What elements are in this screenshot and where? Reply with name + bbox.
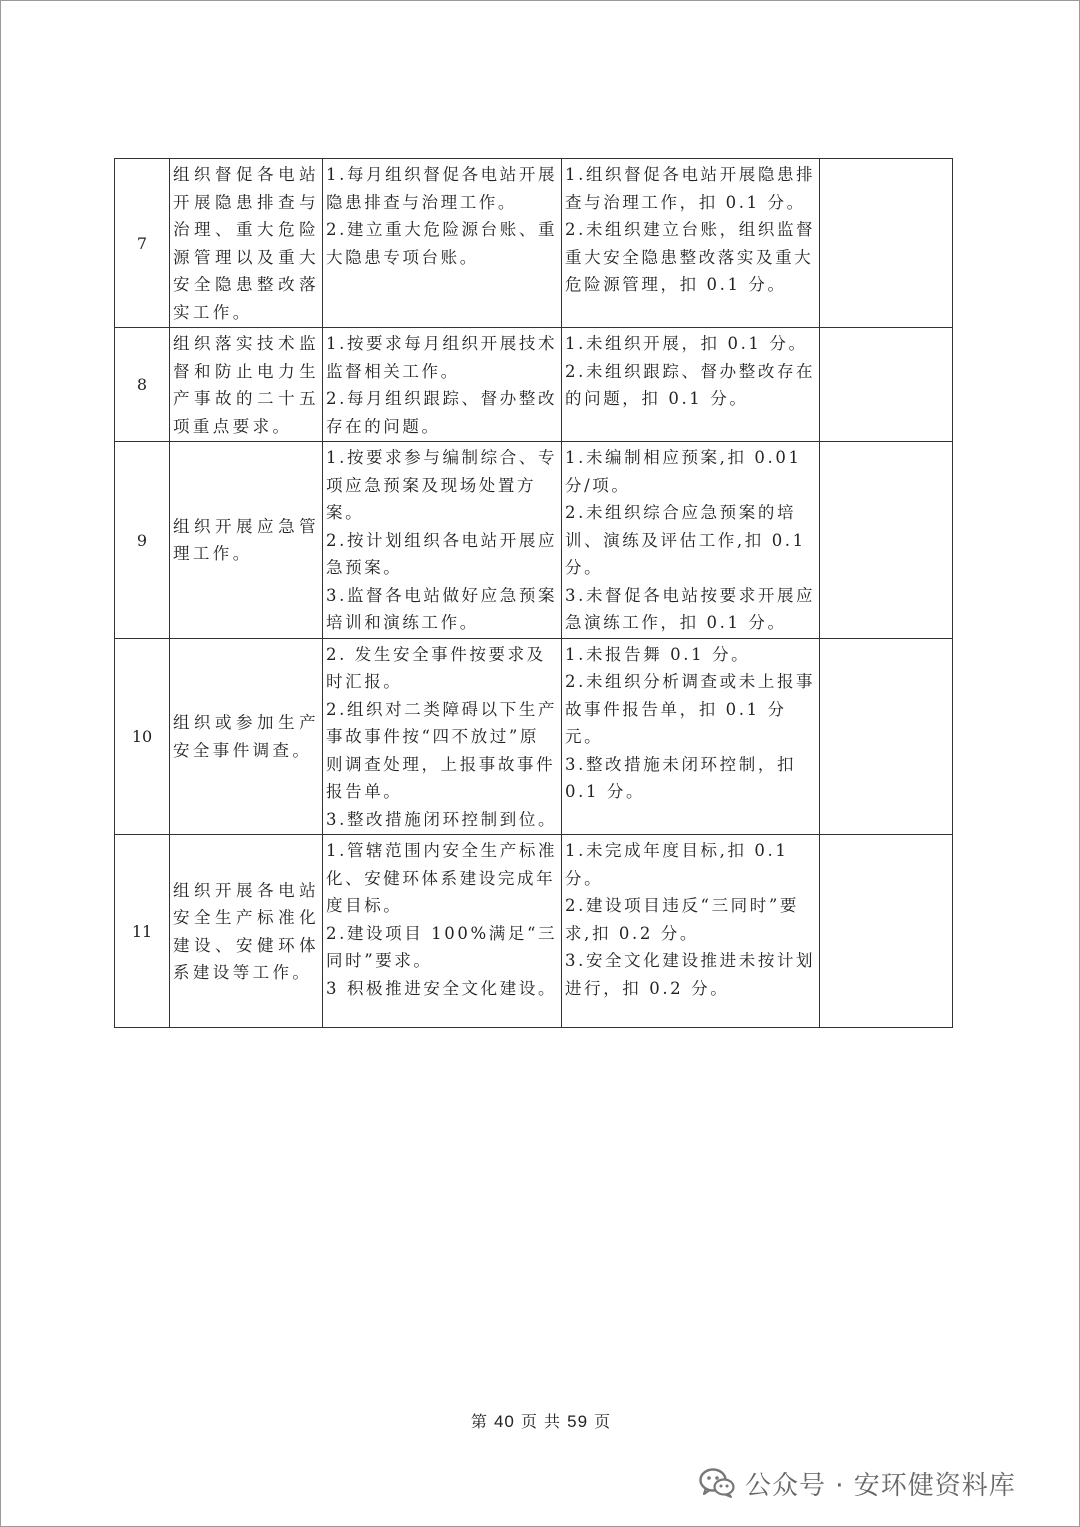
scoring-cell: [562, 638, 820, 835]
content-item: 2.组织对二类障碍以下生产事故事件按“四不放过”原则调查处理，上报事故事件报告单。: [326, 699, 558, 801]
table-row: [115, 638, 953, 835]
remarks-cell: [820, 328, 953, 442]
scoring-cell: [562, 159, 820, 328]
row-number: 8: [115, 328, 170, 442]
scoring-cell: [562, 328, 820, 442]
scoring-item: 3.安全文化建设推进未按计划进行，扣 0.2 分。: [565, 951, 816, 998]
scoring-item: 1.组织督促各电站开展隐患排查与治理工作，扣 0.1 分。: [565, 165, 816, 212]
content-item: 2.每月组织跟踪、督办整改存在的问题。: [326, 389, 558, 436]
task-cell: 组织落实技术监督和防止电力生产事故的二十五项重点要求。: [170, 328, 323, 442]
footer-prefix: 第: [470, 1412, 488, 1431]
scoring-item: 1.未完成年度目标,扣 0.1 分。: [565, 841, 789, 888]
scoring-cell: [562, 442, 820, 639]
row-number: 7: [115, 159, 170, 328]
footer-mid: 页 共: [520, 1412, 562, 1431]
table-row: [115, 328, 953, 442]
scoring-item: 3.未督促各电站按要求开展应急演练工作，扣 0.1 分。: [565, 585, 816, 632]
content-cell: [323, 835, 562, 1028]
content-item: 1.每月组织督促各电站开展隐患排查与治理工作。: [326, 165, 558, 212]
watermark-text: 公众号 · 安环健资料库: [745, 1470, 1016, 1501]
scoring-item: 1.未报告舞 0.1 分。: [565, 644, 751, 664]
total-page-number: 59: [567, 1412, 589, 1431]
task-cell: 组织开展各电站安全生产标准化建设、安健环体系建设等工作。: [170, 835, 323, 1028]
remarks-cell: [820, 638, 953, 835]
wechat-watermark: [699, 1463, 1016, 1503]
scoring-item: 1.未组织开展，扣 0.1 分。: [565, 334, 808, 353]
scoring-item: 2.未组织综合应急预案的培训、演练及评估工作,扣 0.1 分。: [565, 503, 806, 577]
assessment-table: [114, 158, 953, 1028]
task-cell: 组织督促各电站开展隐患排查与治理、重大危险源管理以及重大安全隐患整改落实工作。: [170, 159, 323, 328]
table-row: [115, 442, 953, 639]
scoring-item: 3.整改措施未闭环控制，扣 0.1 分。: [565, 754, 797, 801]
content-item: 2.建设项目 100%满足“三同时”要求。: [326, 923, 558, 970]
remarks-cell: [820, 442, 953, 639]
content-item: 2.建立重大危险源台账、重大隐患专项台账。: [326, 220, 558, 267]
content-cell: [323, 159, 562, 328]
row-number: 11: [115, 835, 170, 1028]
scoring-item: 2.未组织建立台账，组织监督重大安全隐患整改落实及重大危险源管理，扣 0.1 分。: [565, 220, 816, 294]
task-cell: 组织开展应急管理工作。: [170, 442, 323, 639]
current-page-number: 40: [493, 1412, 515, 1431]
remarks-cell: [820, 835, 953, 1028]
content-item: 1.管辖范围内安全生产标准化、安健环体系建设完成年度目标。: [326, 841, 558, 915]
content-item: 2. 发生安全事件按要求及时汇报。: [326, 644, 546, 691]
scoring-item: 2.未组织跟踪、督办整改存在的问题，扣 0.1 分。: [565, 361, 816, 408]
row-number: 10: [115, 638, 170, 835]
table-row: [115, 835, 953, 1028]
page-footer: [1, 1409, 1080, 1432]
content-cell: [323, 328, 562, 442]
content-item: 3.整改措施闭环控制到位。: [326, 809, 558, 829]
content-item: 1.按要求参与编制综合、专项应急预案及现场处置方案。: [326, 448, 558, 522]
content-cell: [323, 442, 562, 639]
scoring-item: 1.未编制相应预案,扣 0.01 分/项。: [565, 448, 802, 495]
scoring-cell: [562, 835, 820, 1028]
content-item: 2.按计划组织各电站开展应急预案。: [326, 530, 558, 577]
scoring-item: 2.建设项目违反“三同时”要求,扣 0.2 分。: [565, 896, 800, 943]
content-item: 1.按要求每月组织开展技术监督相关工作。: [326, 334, 558, 381]
remarks-cell: [820, 159, 953, 328]
row-number: 9: [115, 442, 170, 639]
content-cell: [323, 638, 562, 835]
scoring-item: 2.未组织分析调查或未上报事故事件报告单，扣 0.1 分元。: [565, 672, 816, 746]
task-cell: 组织或参加生产安全事件调查。: [170, 638, 323, 835]
table-row: [115, 159, 953, 328]
content-item: 3.监督各电站做好应急预案培训和演练工作。: [326, 585, 558, 632]
footer-suffix: 页: [594, 1412, 612, 1431]
content-item: 3 积极推进安全文化建设。: [326, 978, 558, 998]
wechat-icon: [699, 1467, 735, 1499]
